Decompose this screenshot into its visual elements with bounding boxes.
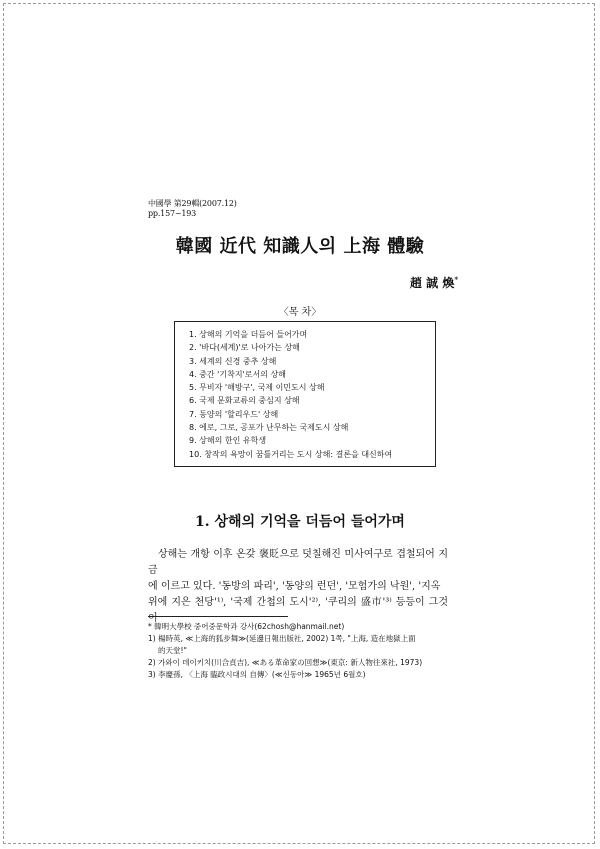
toc-item: 8. 에로, 그로, 공포가 난무하는 국제도시 상해 [189,423,349,433]
footnote: * 韓明大學校 중어중문학과 강사(62chosh@hanmail.net) [148,622,345,631]
footnote: 1) 楊時英, ≪上海的狐步舞≫(延邊日報出版社, 2002) 1쪽, "上海, 造在地獄上面 [148,634,416,643]
toc-item: 1. 상해의 기억을 더듬어 들어가며 [189,330,308,339]
body-line: 에 이르고 있다. '동방의 파리', '동양의 런던', '모험가의 낙원', '지옥 [148,581,441,592]
author-name: 趙 誠 煥 [409,276,455,290]
body-paragraph [148,547,448,627]
toc-item: 4. 중간 '기착지'로서의 상해 [189,369,286,379]
journal-pages: pp.157~193 [148,209,197,218]
paper-title: 韓國 近代 知識人의 上海 體驗 [175,236,425,257]
body-line: 위에 지은 천당'¹⁾, '국제 간첩의 도시'²⁾, '쿠리의 盛市'³⁾ 등등이 그것이 [148,597,448,624]
toc-item: 2. '바다(세계)'로 나아가는 상해 [189,343,300,353]
toc-heading: 〈목 차〉 [278,307,322,318]
toc-item: 10. 창작의 욕망이 꿈틀거리는 도시 상해: 결론을 대신하여 [189,449,393,459]
footnote: 2) 가와이 데이키치(川合貞吉), ≪ある革命家の回想≫(東京: 新人物往來社, 1973) [148,658,423,667]
toc-item: 3. 세계의 신경 중추 상해 [189,356,277,366]
journal-info [148,199,237,219]
footnote-divider [148,616,288,617]
toc-item: 5. 무비자 '해방구', 국제 이민도시 상해 [189,383,325,393]
author-footnote-mark: * [454,275,458,284]
body-line: 상해는 개항 이후 온갖 褒貶으로 덧칠해진 미사여구로 겹철되어 지금 [148,549,448,576]
table-of-contents [174,321,436,467]
toc-item: 9. 상해의 한인 유학생 [189,436,267,446]
author [410,274,458,291]
toc-item: 7. 동양의 '할리우드' 상해 [189,409,279,419]
toc-item: 6. 국제 문화교류의 중심지 상해 [189,396,300,406]
journal-volume: 中國學 第29輯(2007.12) [148,199,237,208]
section-heading: 1. 상해의 기억을 더듬어 들어가며 [195,514,405,530]
footnotes [148,621,468,681]
footnote-continuation: 的天堂!" [158,646,187,655]
footnote: 3) 李慶孫, 〈上海 臨政시대의 自傳〉(≪신동아≫ 1965년 6월호) [148,670,366,679]
